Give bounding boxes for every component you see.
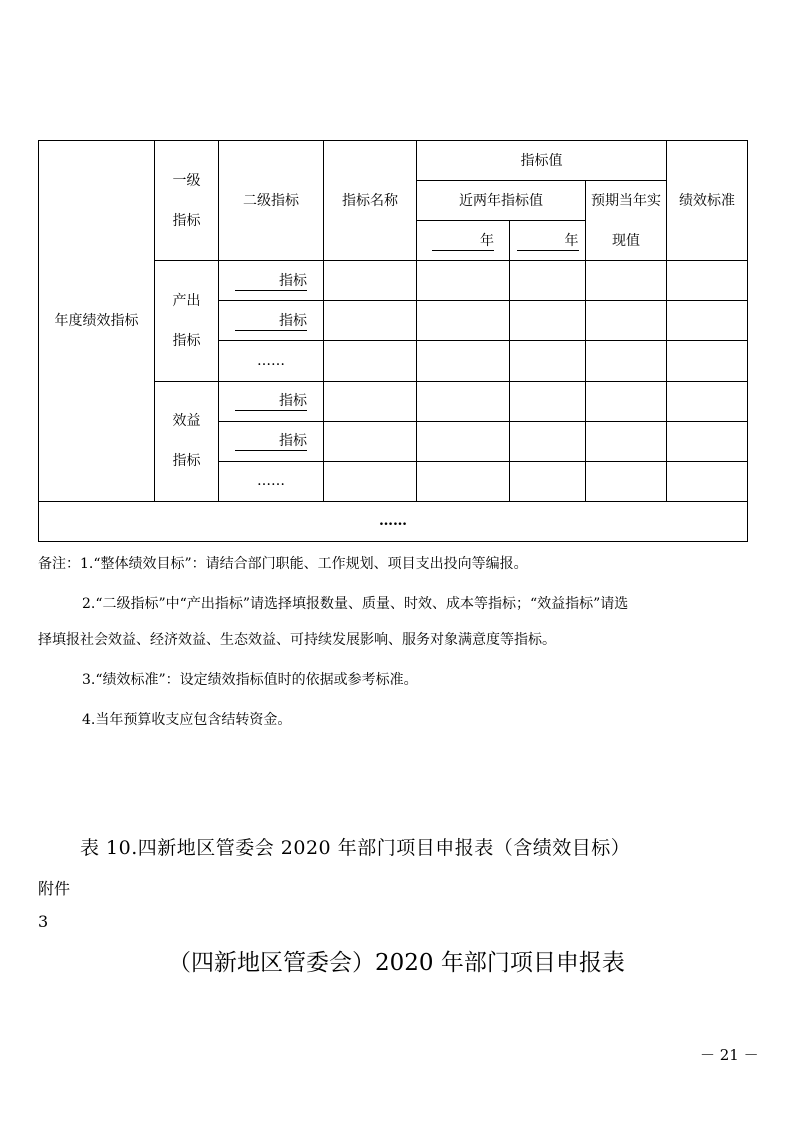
table-cell [417,421,510,461]
benefit-item-1-label: 指标 [235,392,307,411]
benefit-item-2-label: 指标 [235,432,307,451]
benefit-indicator-cell [155,381,219,501]
form-title: （四新地区管委会）2020 年部门项目申报表 [168,950,625,976]
expected-value-line2: 现值 [612,232,640,249]
table-cell [510,461,586,501]
year-blank-1: 年 [432,232,494,251]
expected-value-header [586,181,667,261]
table-cell [417,261,510,301]
benefit-item-1 [219,381,324,421]
output-item-2-label: 指标 [235,312,307,331]
performance-standard-header: 绩效标准 [667,141,748,261]
table-cell [417,301,510,341]
output-indicator-line1: 产出 [172,292,201,309]
table-cell [510,421,586,461]
note-3: 3.“绩效标准”：设定绩效指标值时的依据或参考标准。 [82,672,418,688]
note-2-continued: 择填报社会效益、经济效益、生态效益、可持续发展影响、服务对象满意度等指标。 [38,632,556,648]
table-cell [510,261,586,301]
table-cell [510,381,586,421]
table-cell [667,261,748,301]
level1-header [155,141,219,261]
table-cell [586,261,667,301]
table-10-title: 表 10.四新地区管委会 2020 年部门项目申报表（含绩效目标） [80,837,631,859]
note-1: 备注：1.“整体绩效目标”：请结合部门职能、工作规划、项目支出投向等编报。 [38,556,528,572]
output-item-3-label: …… [257,353,285,370]
table-cell [586,301,667,341]
performance-indicator-table [38,140,748,542]
output-item-1-label: 指标 [235,272,307,291]
output-item-2 [219,301,324,341]
benefit-item-3-label: …… [257,473,285,490]
table-cell [510,341,586,381]
note-4: 4.当年预算收支应包含结转资金。 [82,712,292,728]
output-item-1 [219,261,324,301]
page-number: － 21 － [700,1046,759,1064]
table-footer-row: …… [39,501,748,541]
benefit-indicator-line2: 指标 [172,453,201,470]
year-cell-1 [417,221,510,261]
table-cell [417,461,510,501]
note-2: 2.“二级指标”中“产出指标”请选择填报数量、质量、时效、成本等指标；“效益指标”请选 [82,596,629,612]
level2-header: 二级指标 [219,141,324,261]
attachment-number: 3 [38,912,49,931]
benefit-item-2 [219,421,324,461]
output-indicator-line2: 指标 [172,332,201,349]
table-cell [667,381,748,421]
table-cell [324,301,417,341]
output-item-3 [219,341,324,381]
output-indicator-cell [155,261,219,381]
level1-header-line1: 一级 [172,172,201,189]
table-cell [324,421,417,461]
table-cell [667,421,748,461]
level1-header-line2: 指标 [172,212,201,229]
year-cell-2 [510,221,586,261]
table-cell [324,261,417,301]
table-cell [667,461,748,501]
table-cell [586,381,667,421]
table-cell [417,381,510,421]
indicator-name-header: 指标名称 [324,141,417,261]
table-cell [417,341,510,381]
table-cell [586,461,667,501]
benefit-indicator-line1: 效益 [172,413,201,430]
attachment-label: 附件 [38,879,71,898]
indicator-value-header: 指标值 [417,141,667,181]
table-cell [586,421,667,461]
table-cell [324,461,417,501]
recent-two-years-header: 近两年指标值 [417,181,586,221]
table-cell [510,301,586,341]
year-blank-2: 年 [517,232,579,251]
table-cell [324,381,417,421]
table-cell [324,341,417,381]
benefit-item-3 [219,461,324,501]
expected-value-line1: 预期当年实 [591,192,661,209]
annual-indicator-header: 年度绩效指标 [39,141,155,502]
table-cell [667,341,748,381]
table-cell [586,341,667,381]
table-cell [667,301,748,341]
